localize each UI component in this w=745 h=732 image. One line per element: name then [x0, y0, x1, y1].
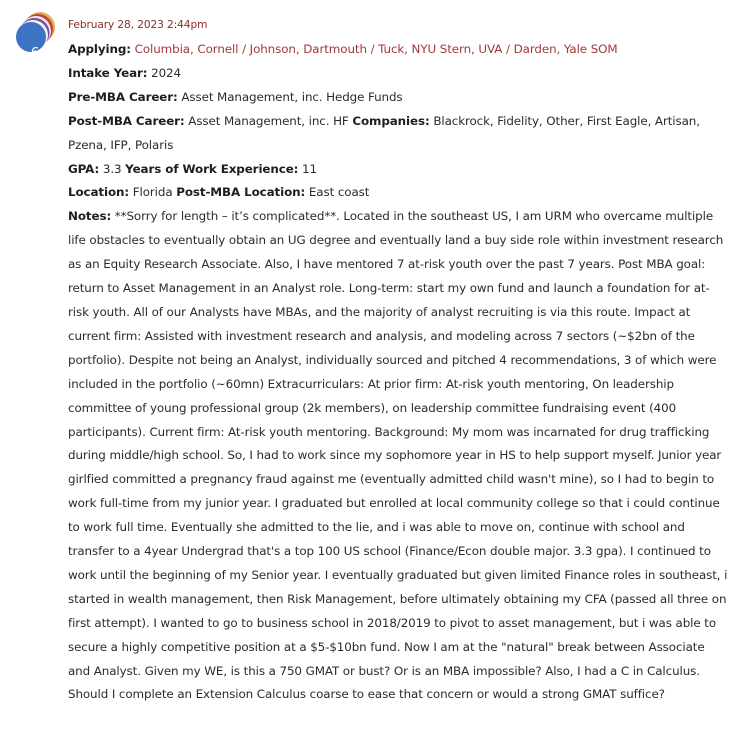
- notes-value: **Sorry for length – it’s complicated**. Located in the southeast US, I am URM who overcame multiple life obstacles to eventually obtain an UG degree and eventually land a buy side role within investment research as an Equity Research Associate. Also, I have mentored 7 at-risk youth over the past 7 years. Post MBA goal: return to Asset Management in an Analyst role. Long-term: start my own fund and launch a foundation for at-risk youth. All of our Analysts have MBAs, and the majority of analyst recruiting is via this route. Impact at current firm: Assisted with investment research and analysis, and modeling across 7 sectors (~$2bn of the portfolio). Despite not being an Analyst, individually sourced and pitched 4 recommendations, 3 of which were included in the portfolio (~60mn) Extracurriculars: At prior firm: At-risk youth mentoring, On leadership committee of young professional group (2k members), on leadership committee fundraising event (400 participants). Current firm: At-risk youth mentoring. Background: My mom was incarnated for drug trafficking during middle/high school. So, I had to work since my sophomore year in HS to help support myself. Junior year girlfied committed a pregnancy fraud against me (eventually admitted child wasn't mine), so I had to begin to work full-time from my junior year. I graduated but enrolled at local community college so that i could continue to work full time. Eventually she admitted to the lie, and i was able to move on, continue with school and transfer to a 4year Undergrad that's a top 100 US school (Finance/Econ double major. 3.3 gpa). I continued to work until the beginning of my Senior year. I eventually graduated but given limited Finance roles in southeast, i started in wealth management, then Risk Management, before ultimately obtaining my CFA (passed all three on first attempt). I wanted to go to business school in 2018/2019 to pivot to asset management, but i was able to secure a highly competitive position at a $5-$10bn fund. Now I am at the "natural" break between Associate and Analyst. Given my WE, is this a 750 GMAT or bust? Or is an MBA impossible? Also, I had a C in Calculus. Should I complete an Extension Calculus coarse to ease that concern or would a strong GMAT suffice?: [68, 209, 728, 702]
- school-link-nyu-stern[interactable]: NYU Stern: [411, 42, 472, 56]
- comment-body: [68, 16, 728, 707]
- gpa-value: 3.3: [102, 161, 122, 176]
- location-value: Florida: [132, 185, 173, 200]
- gpa-label: GPA:: [68, 161, 100, 176]
- school-link-columbia[interactable]: Columbia: [134, 42, 190, 56]
- work-experience-value: 11: [302, 161, 317, 176]
- post-mba-location-value: East coast: [308, 185, 370, 200]
- rank-number: 6: [30, 46, 40, 61]
- comment-date: February 28, 2023 2:44pm: [68, 19, 208, 31]
- pre-mba-career-label: Pre-MBA Career:: [68, 89, 178, 104]
- intake-year-value: 2024: [151, 65, 181, 80]
- location-label: Location:: [68, 185, 130, 200]
- school-link-uva-darden[interactable]: UVA / Darden: [478, 42, 557, 56]
- intake-year-label: Intake Year:: [68, 65, 148, 80]
- pre-mba-career-value: Asset Management, inc. Hedge Funds: [181, 89, 403, 104]
- notes-label: Notes:: [68, 209, 112, 224]
- pre-mba-career-row: [68, 86, 728, 110]
- school-link-dartmouth-tuck[interactable]: Dartmouth / Tuck: [303, 42, 405, 56]
- gpa-row: [68, 158, 728, 182]
- school-link-yale-som[interactable]: Yale SOM: [563, 42, 618, 56]
- rank-badge: [10, 11, 56, 61]
- school-link-cornell-johnson[interactable]: Cornell / Johnson: [197, 42, 296, 56]
- intake-year-row: [68, 62, 728, 86]
- applying-label: Applying:: [68, 42, 131, 56]
- work-experience-label: Years of Work Experience:: [125, 161, 299, 176]
- notes-row: [68, 205, 728, 707]
- applying-row: Applying: Columbia, Cornell / Johnson, Dartmouth / Tuck, NYU Stern, UVA / Darden, Yale SOM: [68, 42, 618, 56]
- location-row: [68, 181, 728, 205]
- post-mba-career-label: Post-MBA Career:: [68, 113, 185, 128]
- companies-value: Blackrock, Fidelity, Other, First Eagle, Artisan, Pzena, IFP, Polaris: [68, 113, 700, 152]
- post-mba-career-value: Asset Management, inc. HF: [188, 113, 349, 128]
- post-mba-location-label: Post-MBA Location:: [176, 185, 306, 200]
- companies-label: Companies:: [352, 113, 430, 128]
- post-mba-career-row: [68, 110, 728, 158]
